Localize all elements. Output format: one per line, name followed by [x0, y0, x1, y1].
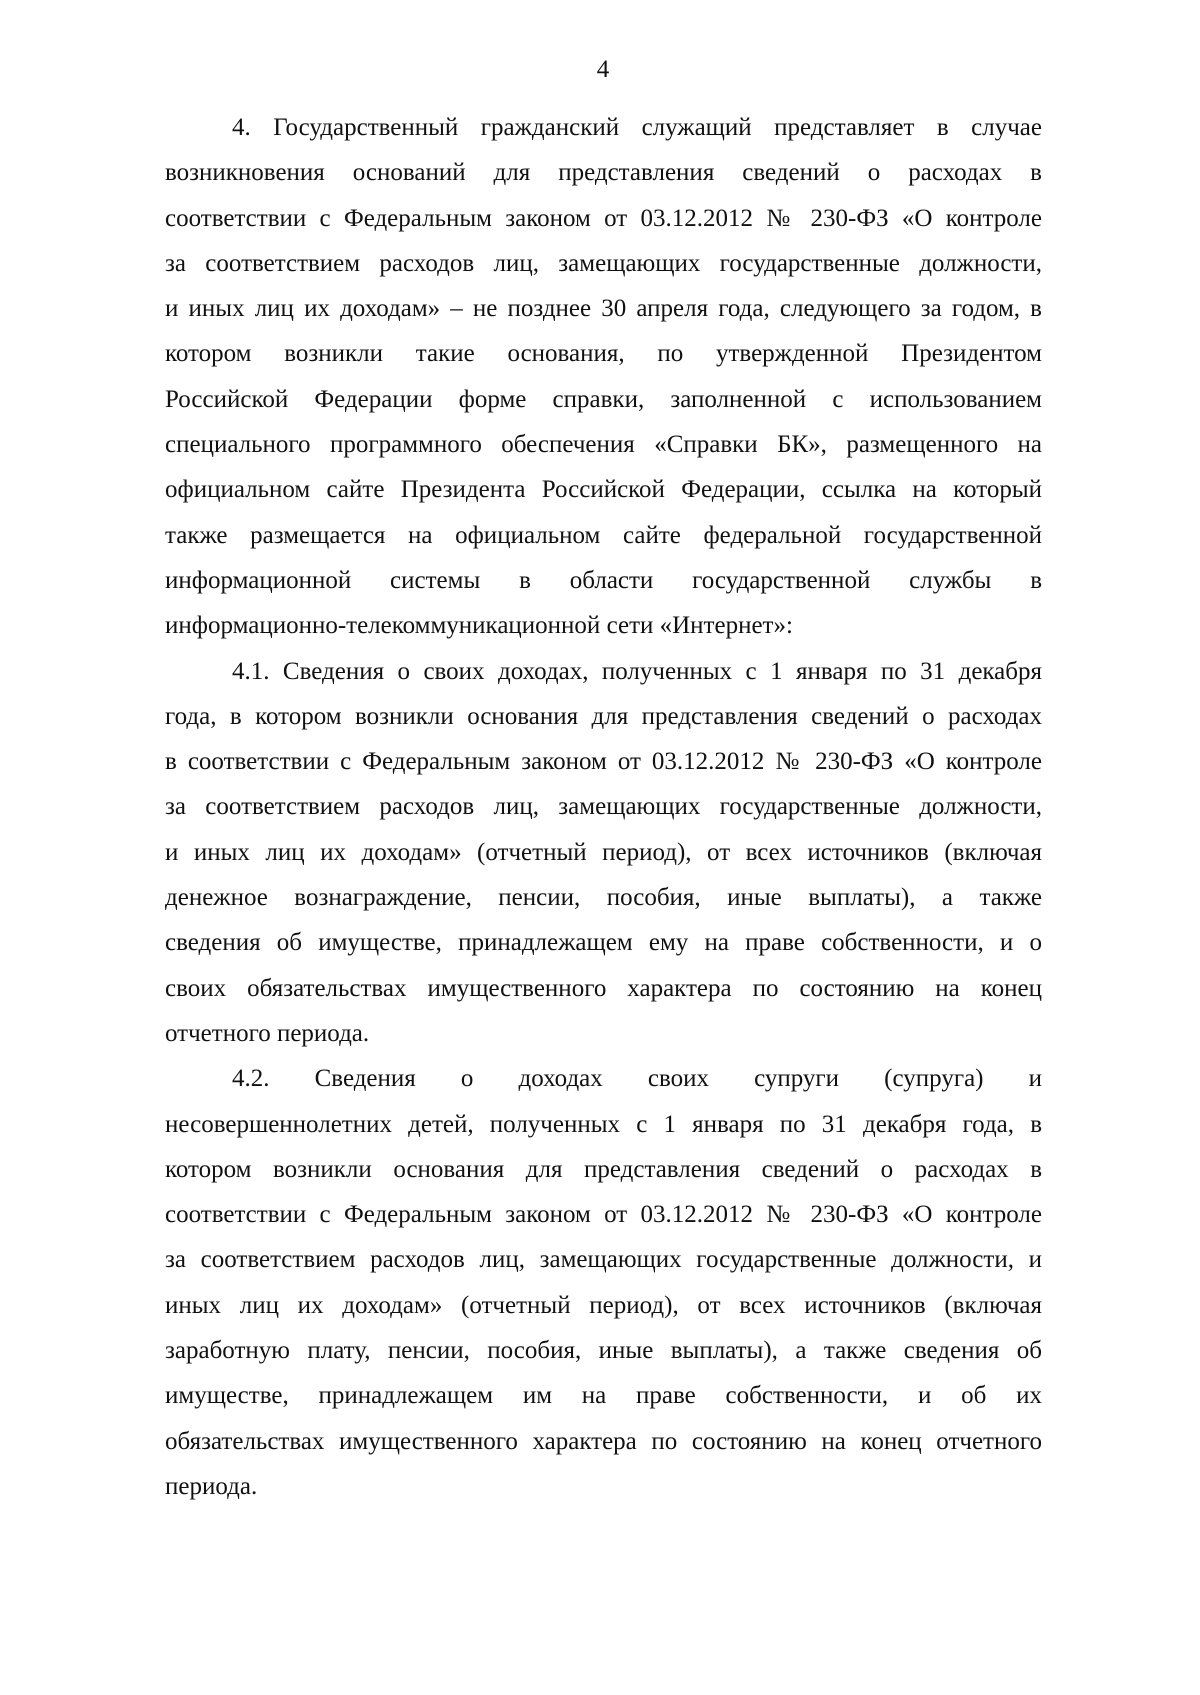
text-line: информационно-телекоммуникационной сети «Интернет»:	[165, 612, 793, 640]
text-line: в соответствии с Федеральным законом от 03.12.2012 № 230-ФЗ «О контроле	[165, 748, 1042, 776]
text-line: обязательствах имущественного характера по состоянию на конец отчетного	[165, 1427, 1042, 1455]
text-line: возникновения оснований для представления сведений о расходах в	[165, 159, 1042, 187]
text-line: и иных лиц их доходам» – не позднее 30 апреля года, следующего за годом, в	[165, 295, 1042, 323]
text-line: 4. Государственный гражданский служащий представляет в случае	[232, 114, 1042, 141]
text-line: периода.	[165, 1472, 258, 1500]
text-line: и иных лиц их доходам» (отчетный период), от всех источников (включая	[165, 838, 1042, 866]
text-line: отчетного периода.	[165, 1019, 370, 1047]
page-number: 4	[596, 56, 610, 83]
paragraph	[165, 1061, 1042, 1514]
text-line: за соответствием расходов лиц, замещающих государственные должности, и	[165, 1246, 1042, 1274]
paragraph	[165, 110, 1042, 654]
text-line: соответствии с Федеральным законом от 03.12.2012 № 230-ФЗ «О контроле	[165, 1201, 1042, 1229]
text-line: также размещается на официальном сайте федеральной государственной	[165, 521, 1042, 549]
text-line: своих обязательствах имущественного характера по состоянию на конец	[165, 974, 1042, 1002]
text-line: соответствии с Федеральным законом от 03.12.2012 № 230-ФЗ «О контроле	[165, 204, 1042, 232]
text-line: года, в котором возникли основания для представления сведений о расходах	[165, 702, 1042, 730]
text-line: Российской Федерации форме справки, заполненной с использованием	[165, 385, 1042, 413]
text-line: 4.1. Сведения о своих доходах, полученных с 1 января по 31 декабря	[232, 657, 1042, 685]
text-line: заработную плату, пенсии, пособия, иные выплаты), а также сведения об	[165, 1337, 1042, 1365]
text-line: 4.2. Сведения о доходах своих супруги (супруга) и	[232, 1065, 1042, 1093]
text-line: за соответствием расходов лиц, замещающих государственные должности,	[165, 793, 1042, 821]
text-line: котором возникли такие основания, по утвержденной Президентом	[165, 340, 1042, 368]
text-line: имуществе, принадлежащем им на праве собственности, и об их	[165, 1382, 1042, 1410]
document-body	[165, 110, 1042, 1514]
text-line: иных лиц их доходам» (отчетный период), от всех источников (включая	[165, 1291, 1042, 1319]
paragraph	[165, 654, 1042, 1062]
text-line: котором возникли основания для представления сведений о расходах в	[165, 1155, 1042, 1183]
text-line: несовершеннолетних детей, полученных с 1 января по 31 декабря года, в	[165, 1110, 1042, 1138]
text-line: сведения об имуществе, принадлежащем ему на праве собственности, и о	[165, 929, 1042, 957]
text-line: информационной системы в области государственной службы в	[165, 566, 1042, 594]
text-line: за соответствием расходов лиц, замещающих государственные должности,	[165, 249, 1042, 277]
text-line: денежное вознаграждение, пенсии, пособия, иные выплаты), а также	[165, 884, 1042, 912]
text-line: официальном сайте Президента Российской Федерации, ссылка на который	[165, 476, 1042, 504]
text-line: специального программного обеспечения «Справки БК», размещенного на	[165, 431, 1042, 459]
